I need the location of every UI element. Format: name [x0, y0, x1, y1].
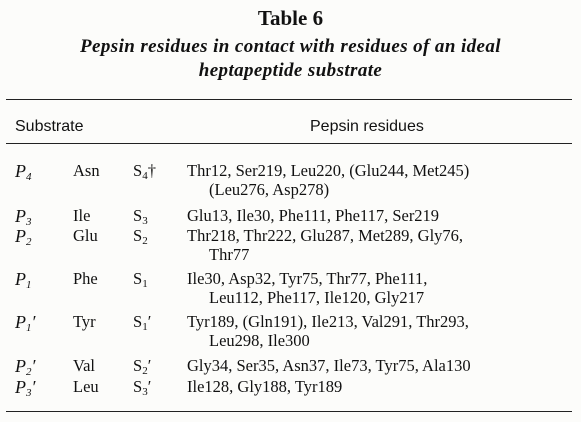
header-rule	[6, 143, 572, 144]
table-caption-line-1: Pepsin residues in contact with residues of an ideal	[80, 36, 501, 57]
table-row	[0, 313, 581, 357]
table-row	[0, 270, 581, 313]
substrate-position: $P_4$	[15, 161, 32, 183]
substrate-residue: Glu	[73, 226, 98, 245]
substrate-position: $P_1'$	[15, 312, 36, 334]
subsite: $S_1'$	[133, 312, 152, 333]
subsite: $S_1$	[133, 269, 148, 290]
pepsin-residues: Glu13, Ile30, Phe111, Phe117, Ser219	[187, 206, 440, 225]
table-body	[0, 162, 581, 398]
pepsin-residues: Ile128, Gly188, Tyr189	[187, 377, 343, 396]
substrate-residue: Leu	[73, 377, 99, 396]
table-row	[0, 227, 581, 270]
substrate-residue: Asn	[73, 161, 100, 180]
pepsin-residues: Thr218, Thr222, Glu287, Met289, Gly76, Thr77	[187, 226, 464, 264]
table-caption-line-2: heptapeptide substrate	[198, 60, 383, 81]
header-substrate: Substrate	[15, 118, 84, 135]
pepsin-residues: Thr12, Ser219, Leu220, (Glu244, Met245) (Leu276, Asp278)	[187, 161, 470, 199]
table-title: Table 6	[257, 6, 324, 30]
pepsin-residues: Tyr189, (Gln191), Ile213, Val291, Thr293, Leu298, Ile300	[187, 312, 469, 350]
subsite: $S_3'$	[133, 377, 152, 398]
subsite: $S_2$	[133, 226, 148, 247]
subsite: $S_2'$	[133, 356, 152, 377]
table-row	[0, 207, 581, 227]
substrate-position: $P_2$	[15, 226, 32, 248]
pepsin-residues: Ile30, Asp32, Tyr75, Thr77, Phe111, Leu112, Phe117, Ile120, Gly217	[187, 269, 428, 307]
substrate-residue: Phe	[73, 269, 98, 288]
table-row	[0, 357, 581, 378]
substrate-position: $P_3'$	[15, 377, 36, 399]
header-pepsin-residues: Pepsin residues	[310, 118, 424, 135]
table-row	[0, 162, 581, 207]
top-rule	[6, 99, 572, 100]
substrate-position: $P_3$	[15, 206, 32, 228]
bottom-rule	[6, 411, 572, 412]
pepsin-residues: Gly34, Ser35, Asn37, Ile73, Tyr75, Ala130	[187, 356, 471, 375]
substrate-position: $P_1$	[15, 269, 32, 291]
substrate-position: $P_2'$	[15, 356, 36, 378]
subsite: $S_3$	[133, 206, 148, 227]
subsite: $S_4\dagger$	[133, 161, 156, 182]
substrate-residue: Val	[73, 356, 95, 375]
substrate-residue: Tyr	[73, 312, 96, 331]
table-row	[0, 378, 581, 398]
substrate-residue: Ile	[73, 206, 91, 225]
